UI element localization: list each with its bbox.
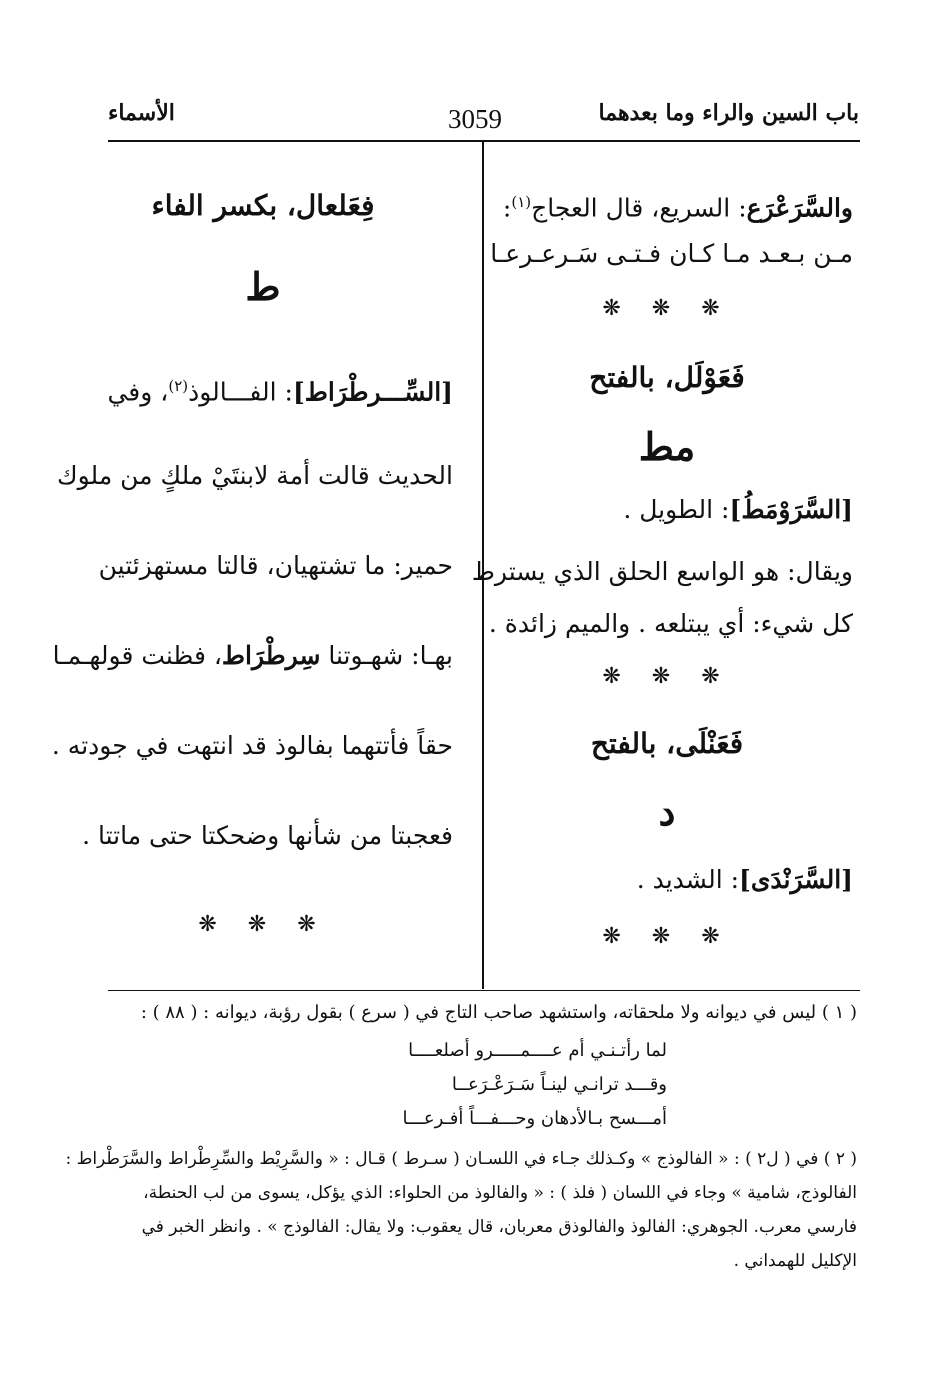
entry-definition: : السريع، قال العجاج (531, 193, 747, 223)
footnote-verse: لما رأتـنـي أم عــــمـــــرو أصلعــــا (408, 1040, 667, 1061)
separator-stars: ❋ ❋ ❋ (602, 664, 732, 689)
entry-sarandaa (637, 860, 853, 900)
text-line: ويقال: هو الواسع الحلق الذي يسترط (471, 557, 853, 586)
entry-term: والسَّرَعْرَع (746, 193, 853, 223)
footnote-verse: وقـــد ترانـي لينـاً سَـرَعْـرَعــا (451, 1074, 667, 1095)
root-letters: مط (638, 424, 696, 469)
root-letters: ط (245, 264, 281, 309)
entry-end: ، وفي (107, 377, 169, 407)
entry-sarawmat (623, 490, 853, 530)
entry-term: [السَّرَوْمَطُ] (729, 495, 853, 524)
footnote-2-cont: الفالوذج، شامية » وجاء في اللسان ( فلذ ) : « والفالوذ من الحلواء: الذي يؤكل، يسوى من لب الحنطة، (143, 1183, 857, 1203)
text-line: حقاً فأتتهما بفالوذ قد انتهت في جودته . (51, 731, 453, 760)
footnote-2-cont: فارسي معرب. الجوهري: الفالوذ والفالوذق معربان، قال يعقوب: ولا يقال: الفالوذج » . وانظر الخبر في (141, 1217, 857, 1237)
pattern-heading: فَعَوْلَل، بالفتح (589, 361, 745, 394)
text-line: فعجبتا من شأنها وضحكتا حتى ماتتا . (82, 821, 453, 850)
footnotes (65, 1000, 857, 1290)
footnote-rule (108, 990, 860, 991)
pattern-heading: فَعَنْلَى، بالفتح (590, 727, 744, 760)
text-segment: بهـا: شهـوتنا (320, 641, 453, 670)
footnote-ref: (١) (511, 193, 532, 211)
header-rule (108, 140, 860, 142)
entry-sara3ra3 (503, 182, 853, 228)
entry-definition: : الطويل . (623, 495, 730, 524)
text-line: الحديث قالت أمة لابنتَيْ ملكٍ من ملوك (57, 461, 453, 490)
footnote-2: ( ٢ ) في ( ل٢ ) : « الفالوذج » وكـذلك جـاء في اللسـان ( سـرط ) قـال : « والسَّرِيْط والسِّرِطْراط والسَّرَطْراط : (65, 1149, 857, 1169)
chapter-title: باب السين والراء وما بعدهما (598, 100, 859, 126)
footnote-2-cont: الإكليل للهمداني . (733, 1251, 857, 1271)
root-letters: د (658, 789, 676, 834)
entry-sirtiraat (107, 366, 453, 412)
entry-term: [السَّرَنْدَى] (739, 865, 853, 894)
text-line (53, 636, 453, 676)
entry-definition: : الشديد . (636, 865, 740, 894)
text-line: حمير: ما تشتهيان، قالتا مستهزئتين (98, 551, 453, 580)
text-segment: ، فظنت قولهـمـا (52, 641, 222, 670)
footnote-verse: أمـــسح بـالأدهان وحـــفـــاً أفـرعـــا (402, 1108, 667, 1129)
entry-term: سِرطْرَاط (221, 641, 321, 670)
separator-stars: ❋ ❋ ❋ (602, 296, 732, 321)
entry-end: : (502, 193, 512, 223)
footnote-ref: (٢) (168, 377, 189, 395)
footnote-1: ( ١ ) ليس في ديوانه ولا ملحقاته، واستشهد صاحب التاج في ( سرع ) بقول رؤبة، ديوانه : ( ٨٨ ) : (140, 1002, 857, 1023)
pattern-heading: فِعَلعال، بكسر الفاء (151, 189, 375, 222)
text-line: كل شيء: أي يبتلعه . والميم زائدة . (488, 609, 853, 638)
separator-stars: ❋ ❋ ❋ (198, 912, 328, 937)
page-number: 3059 (448, 104, 502, 134)
entry-term: [السِّـــرطْرَاط] (292, 377, 453, 407)
entry-definition: : الفـــالوذ (188, 377, 293, 407)
section-title: الأسماء (108, 100, 175, 126)
verse-line: مـن بـعـد مـا كـان فـتـى سَـرعـرعـا (490, 239, 853, 268)
separator-stars: ❋ ❋ ❋ (602, 924, 732, 949)
